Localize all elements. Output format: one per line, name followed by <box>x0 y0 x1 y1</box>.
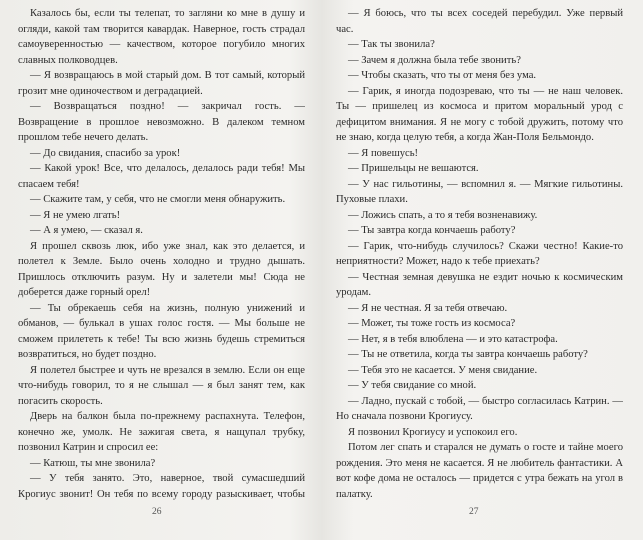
paragraph: Я полетел быстрее и чуть не врезался в землю. Если он еще что-нибудь говорил, то я не слышал — я был занят тем, как погасить скорость. <box>18 364 305 407</box>
paragraph: — Скажите там, у себя, что не смогли меня обнаружить. <box>30 194 286 205</box>
paragraph: — Честная земная девушка не ездит ночью к космическим уродам. <box>336 271 623 298</box>
paragraph: — Пришельцы не вешаются. <box>348 163 479 174</box>
paragraph: Я позвонил Крогиусу и успокоил его. <box>348 426 518 438</box>
paragraph: — Какой урок! Все, что делалось, делалось ради тебя! Мы спасаем тебя! <box>18 163 305 190</box>
paragraph: — Тебя это не касается. У меня свидание. <box>348 364 538 376</box>
paragraph: — Ты не ответила, когда ты завтра кончаешь работу? <box>348 349 588 360</box>
paragraph: — Гарик, что-нибудь случилось? Скажи честно! Какие-то неприятности? Может, надо к тебе приехать? <box>336 240 623 267</box>
paragraph: — Так ты звонила? <box>348 39 435 50</box>
paragraph: Дверь на балкон была по-прежнему распахнута. Телефон, конечно же, умолк. Не зажигая света, я нащупал трубку, позвонил Катрин и спросил ее: <box>18 411 305 453</box>
paragraph: — Нет, я в тебя влюблена — и это катастрофа. <box>348 333 558 345</box>
paragraph: — Гарик, я иногда подозреваю, что ты — не наш человек. Ты — пришелец из космоса и притом моральный урод с дефицитом внимания. Я не могу с тобой дружить, потому что не знаю, когда целую тебя, а когда Жан-Поля Бельмондо. <box>336 85 623 143</box>
paragraph: — У нас гильотины, — вспомнил я. — Мягкие гильотины. Пуховые плахи. <box>336 178 623 205</box>
paragraph: — Ложись спать, а то я тебя возненавижу. <box>348 209 538 221</box>
page-number-right: 27 <box>469 507 479 517</box>
paragraph: — Катюш, ты мне звонила? <box>30 457 156 469</box>
paragraph: — Ты завтра когда кончаешь работу? <box>348 225 516 236</box>
paragraph: — Я возвращаюсь в мой старый дом. В тот самый, который грозит мне одиночеством и деградацией. <box>18 70 305 97</box>
paragraph: Казалось бы, если ты телепат, то загляни ко мне в душу и огляди, какой там творится кавардак. Наверное, гость страдал самоуверенностью — качеством, которое погубило многих славных полководцев. <box>18 8 305 66</box>
left-page <box>18 6 305 501</box>
paragraph: — Чтобы сказать, что ты от меня без ума. <box>348 70 537 81</box>
paragraph: — Возвращаться поздно! — закричал гость. — Возвращение в прошлое невозможно. В далеком темном прошлом тебе нечего делать. <box>18 101 305 143</box>
paragraph: — Я боюсь, что ты всех соседей перебудил. Уже первый час. <box>336 8 623 35</box>
paragraph: Я прошел сквозь люк, ибо уже знал, как это делается, и полетел к Земле. Было очень холодно и трудно дышать. Пришлось отключить разум. Ну и залетели мы! Сюда не доберется даже горный орел! <box>18 240 305 298</box>
paragraph: — Ладно, пускай с тобой, — быстро согласилась Катрин. — Но сначала позвони Крогиусу. <box>336 395 623 422</box>
paragraph: — Я повешусь! <box>348 147 419 159</box>
paragraph: — До свидания, спасибо за урок! <box>30 147 181 159</box>
paragraph: — У тебя занято. Это, наверное, твой сумасшедший Крогиус звонит! Он тебя по всему городу разыскивает, чтобы <box>18 473 305 500</box>
paragraph: — Я не умею лгать! <box>30 209 121 221</box>
paragraph: — У тебя свидание со мной. <box>348 380 477 391</box>
paragraph: — Ты обрекаешь себя на жизнь, полную унижений и обманов, — булькал в ушах голос гостя. — Мы больше не сможем прилететь к тебе! Ты всю жизнь будешь стремиться возвратиться, но будет поздно. <box>18 302 305 360</box>
paragraph: — Я не честная. Я за тебя отвечаю. <box>348 302 508 314</box>
page-number-left: 26 <box>152 507 162 517</box>
paragraph: Потом лег спать и старался не думать о госте и тайне моего рождения. Это меня не касается. Я не любитель фантастики. А вот кофе дома не осталось — придется с утра бежать на угол в палатку. <box>336 442 623 500</box>
paragraph: — А я умею, — сказал я. <box>30 225 143 236</box>
right-page <box>336 6 623 501</box>
paragraph: — Зачем я должна была тебе звонить? <box>348 54 521 66</box>
paragraph: — Может, ты тоже гость из космоса? <box>348 318 516 329</box>
